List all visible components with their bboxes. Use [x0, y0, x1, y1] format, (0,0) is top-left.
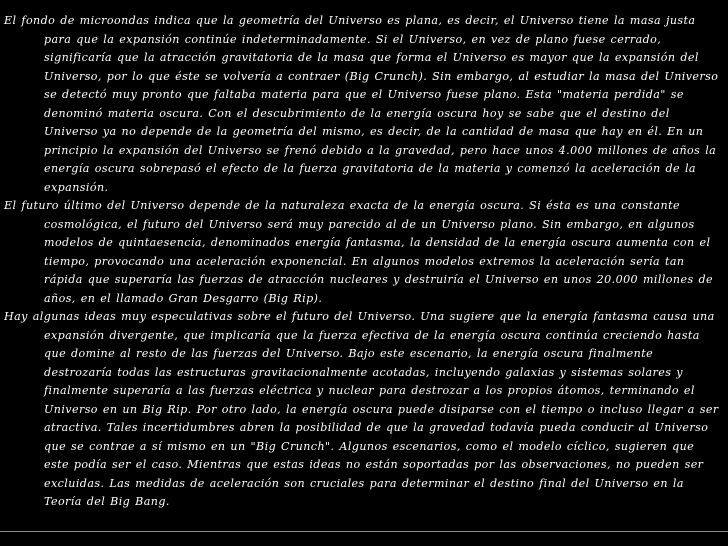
paragraph-dark-energy-future: El futuro último del Universo depende de la naturaleza exacta de la energía oscura. Si ésta es una constante cosmológica, el futuro del Universo será muy parecido al de un Universo plano. Sin embargo, en algunos modelos de quintaesencia, denominados energía fantasma, la densidad de la energía oscura aumenta con el tiempo, provocando una aceleración exponencial. En algunos modelos extremos la aceleración sería tan rápida que superaría las fuerzas de atracción nucleares y destruiría el Universo en unos 20.000 millones de años, en el llamado Gran Desgarro (Big Rip).	[4, 199, 714, 305]
paragraph-speculative-ideas: Hay algunas ideas muy especulativas sobre el futuro del Universo. Una sugiere que la energía fantasma causa una expansión divergente, que implicaría que la fuerza efectiva de la energía oscura continúa creciendo hasta que domine al resto de las fuerzas del Universo. Bajo este escenario, la energía oscura finalmente destrozaría todas las estructuras gravitacionalmente acotadas, incluyendo galaxias y sistemas solares y finalmente superaría a las fuerzas eléctrica y nuclear para destrozar a los propios átomos, terminando el Universo en un Big Rip. Por otro lado, la energía oscura puede disiparse con el tiempo o incluso llegar a ser atractiva. Tales incertidumbres abren la posibilidad de que la gravedad todavía pueda conducir al Universo que se contrae a sí mismo en un "Big Crunch". Algunos escenarios, como el modelo cíclico, sugieren que este podía ser el caso. Mientras que estas ideas no están soportadas por las observaciones, no pueden ser excluidas. Las medidas de aceleración son cruciales para determinar el destino final del Universo en la Teoría del Big Bang.	[4, 310, 719, 508]
paragraph-geometry: El fondo de microondas indica que la geometría del Universo es plana, es decir, el Universo tiene la masa justa para que la expansión continúe indeterminadamente. Si el Universo, en vez de plano fuese cerrado, significaría que la atracción gravitatoria de la masa que forma el Universo es mayor que la expansión del Universo, por lo que éste se volvería a contraer (Big Crunch). Sin embargo, al estudiar la masa del Universo se detectó muy pronto que faltaba materia para que el Universo fuese plano. Esta "materia perdida" se denominó materia oscura. Con el descubrimiento de la energía oscura hoy se sabe que el destino del Universo ya no depende de la geometría del mismo, es decir, de la cantidad de masa que hay en él. En un principio la expansión del Universo se frenó debido a la gravedad, pero hace unos 4.000 millones de años la energía oscura sobrepasó el efecto de la fuerza gravitatoria de la materia y comenzó la aceleración de la expansión.	[4, 14, 719, 194]
bottom-divider	[0, 531, 728, 532]
slide-body-text	[4, 12, 724, 512]
